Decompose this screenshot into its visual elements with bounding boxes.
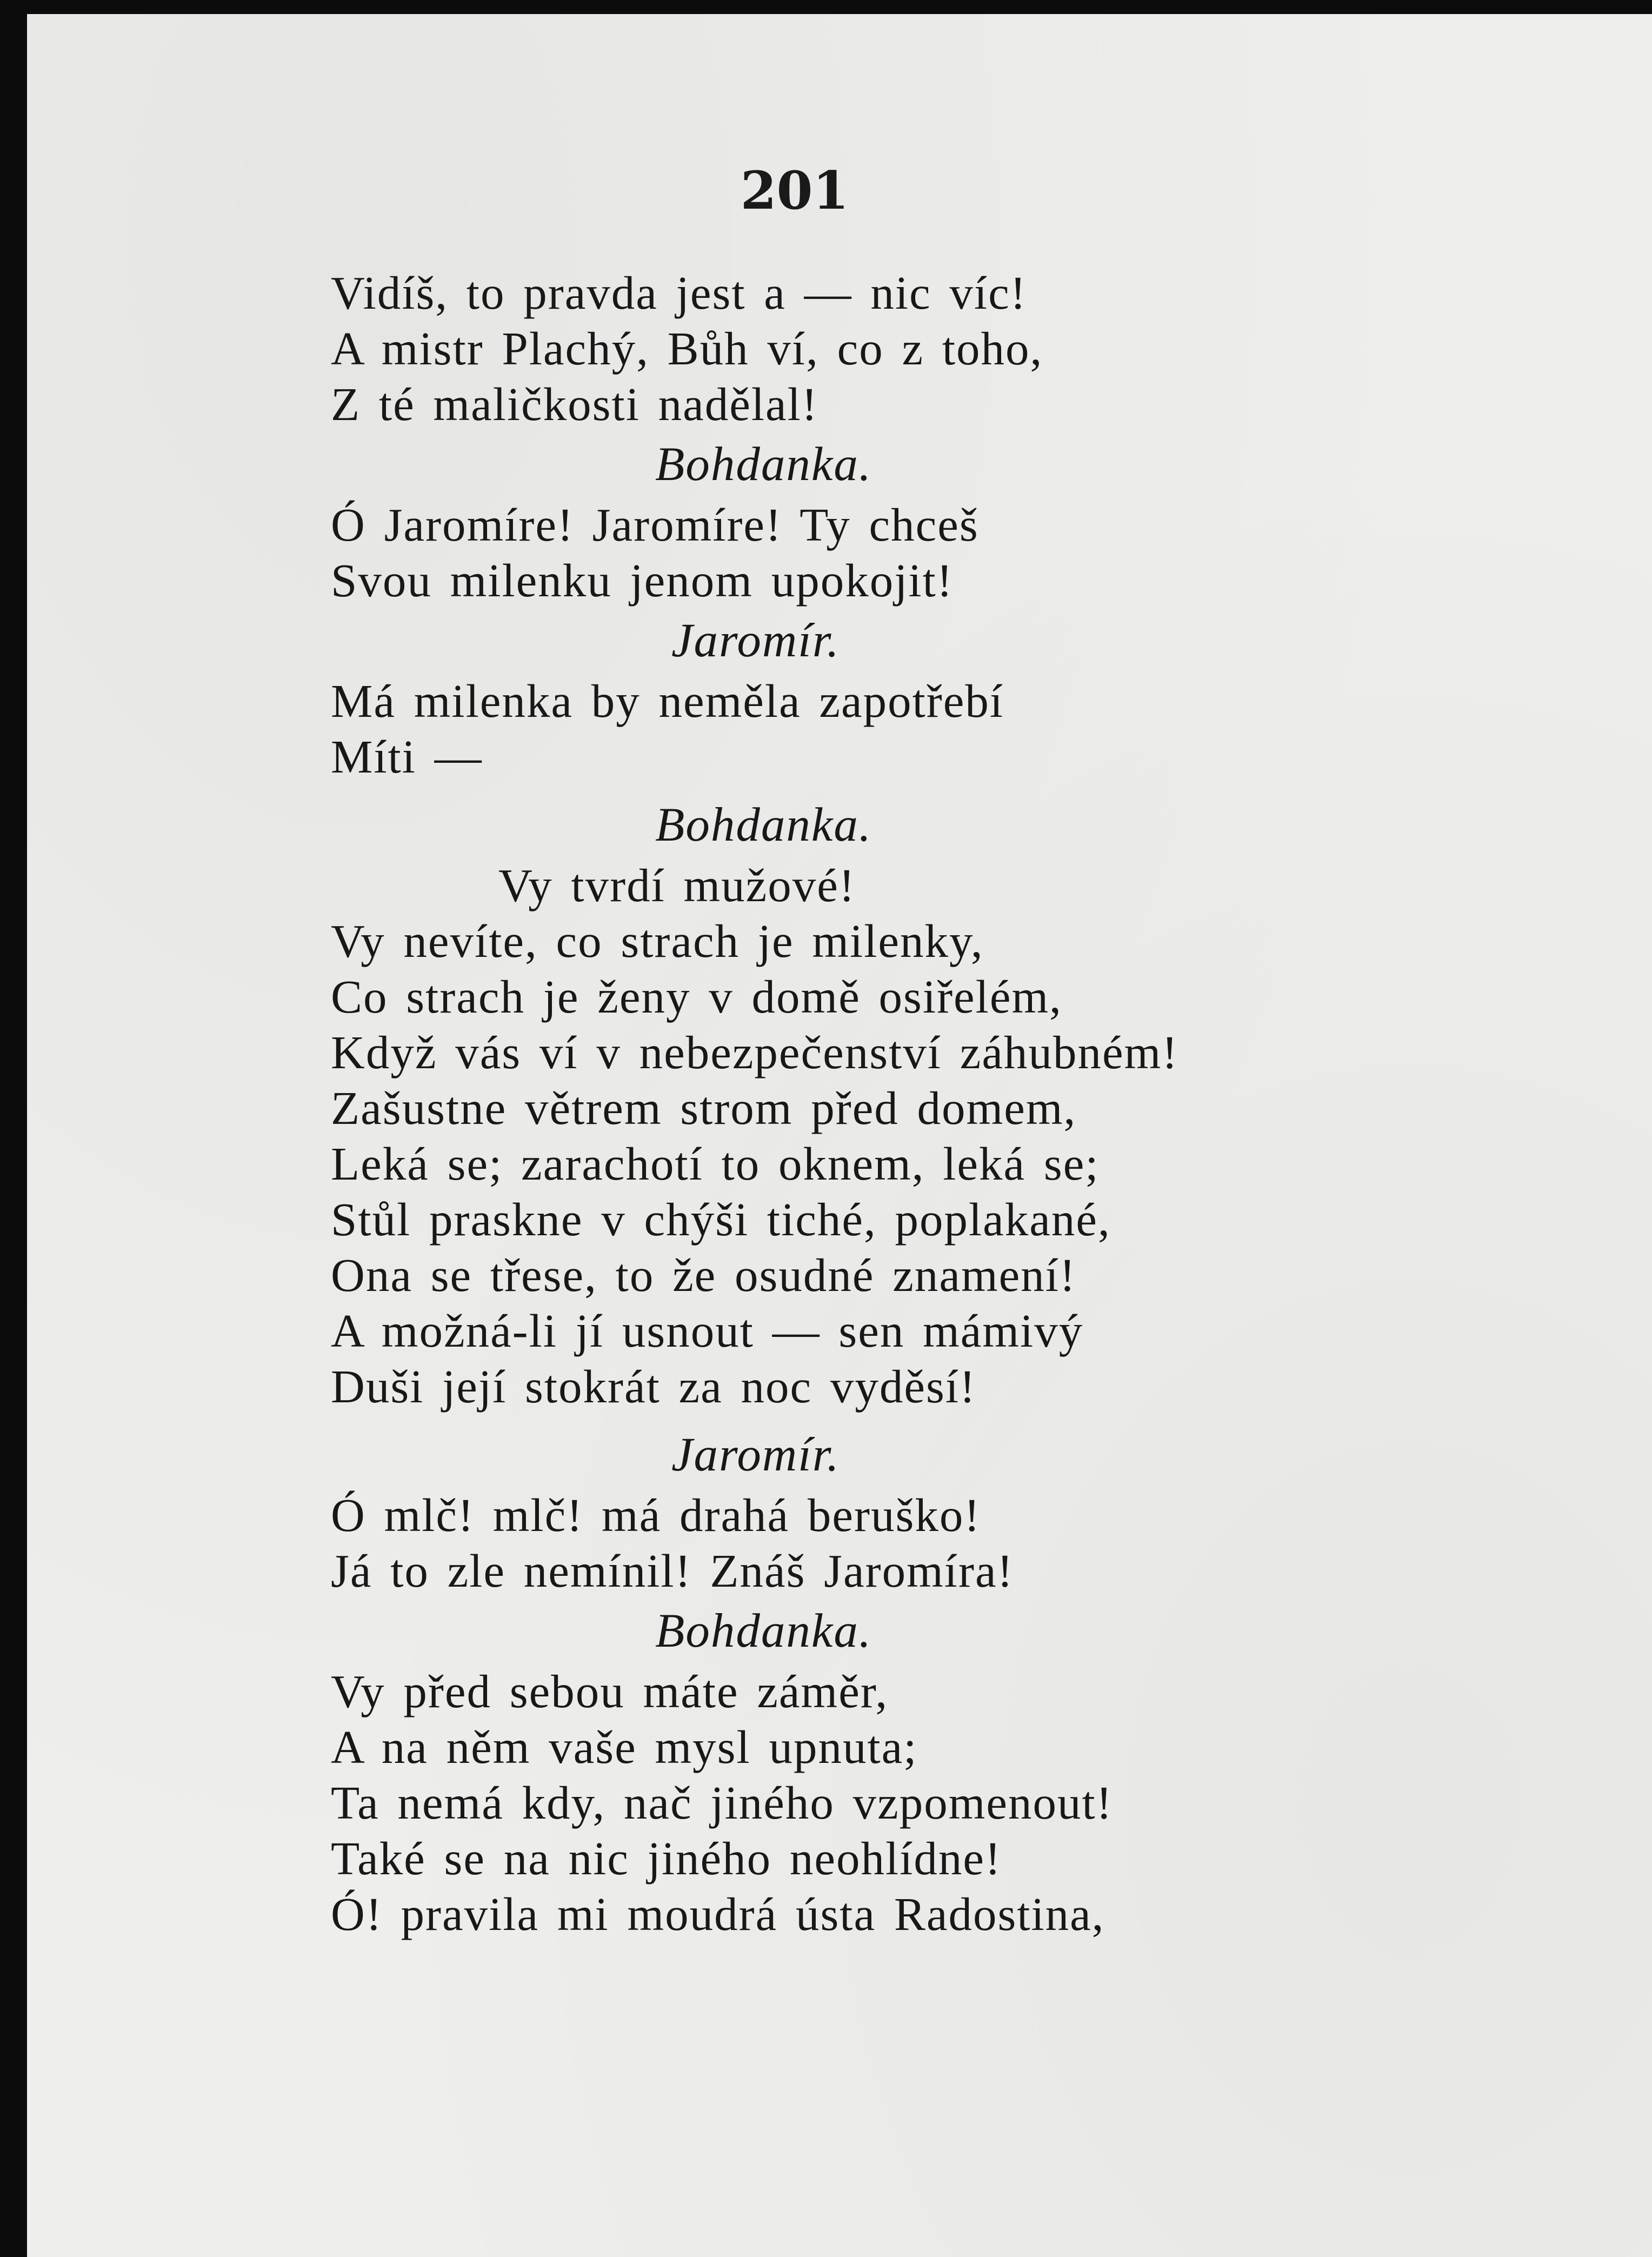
text-line: Já to zle nemínil! Znáš Jaromíra! — [331, 1544, 1014, 1597]
speaker-name: Bohdanka. — [655, 1604, 872, 1657]
scan-border-left — [0, 0, 27, 2257]
text-line: Co strach je ženy v domě osiřelém, — [331, 970, 1062, 1023]
text-line: Když vás ví v nebezpečenství záhubném! — [331, 1026, 1179, 1078]
text-line: Ó Jaromíre! Jaromíre! Ty chceš — [331, 498, 979, 551]
text-line: Ó! pravila mi moudrá ústa Radostina, — [331, 1888, 1105, 1940]
text-line: Leká se; zarachotí to oknem, leká se; — [331, 1137, 1100, 1190]
speaker-name: Jaromír. — [671, 614, 840, 667]
text-line: Vy tvrdí mužové! — [498, 859, 856, 911]
text-line: Ta nemá kdy, nač jiného vzpomenout! — [331, 1776, 1113, 1829]
text-line: Také se na nic jiného neohlídne! — [331, 1832, 1002, 1885]
text-line: Vidíš, to pravda jest a — nic víc! — [331, 267, 1027, 319]
speaker-name: Bohdanka. — [655, 798, 872, 851]
text-line: A na něm vaše mysl upnuta; — [331, 1721, 918, 1773]
text-line: Vy nevíte, co strach je milenky, — [331, 915, 984, 967]
text-line: A možná-li jí usnout — sen mámivý — [331, 1304, 1084, 1357]
text-line: Stůl praskne v chýši tiché, poplakané, — [331, 1193, 1111, 1246]
text-line: A mistr Plachý, Bůh ví, co z toho, — [331, 322, 1043, 375]
text-line: Má milenka by neměla zapotřebí — [331, 675, 1004, 727]
text-line: Ó mlč! mlč! má drahá beruško! — [331, 1489, 981, 1541]
text-line: Duši její stokrát za noc vyděsí! — [331, 1360, 976, 1413]
page-number: 201 — [740, 160, 849, 221]
text-line: Ona se třese, to že osudné znamení! — [331, 1249, 1076, 1301]
speaker-name: Jaromír. — [671, 1428, 840, 1481]
text-line: Vy před sebou máte záměr, — [331, 1665, 889, 1717]
text-line: Svou milenku jenom upokojit! — [331, 554, 954, 607]
speaker-name: Bohdanka. — [655, 438, 872, 491]
text-line: Míti — — [331, 730, 483, 783]
poem-text — [331, 265, 1628, 1942]
text-line: Z té maličkosti nadělal! — [331, 378, 818, 430]
text-line: Zašustne větrem strom před domem, — [331, 1082, 1077, 1134]
scan-border-top — [0, 0, 1652, 14]
